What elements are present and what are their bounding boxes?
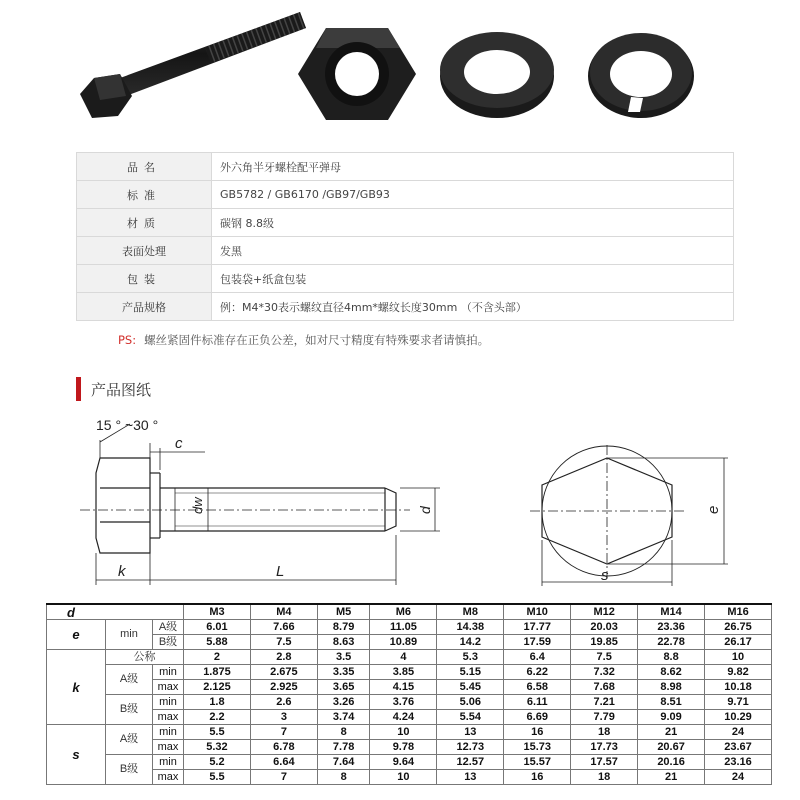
note-label: PS: (118, 333, 137, 347)
table-cell: 3.5 (317, 650, 370, 665)
table-cell: 10 (370, 770, 437, 785)
minmax-label: max (153, 680, 184, 695)
spec-label: 品名 (77, 153, 212, 181)
table-row (47, 680, 772, 695)
spec-row (77, 237, 734, 265)
table-cell: 8.62 (638, 665, 705, 680)
grade-label: A级 (106, 725, 153, 755)
table-cell: 24 (705, 725, 772, 740)
table-cell: 4 (370, 650, 437, 665)
table-cell: 6.11 (504, 695, 571, 710)
table-cell: 2.6 (250, 695, 317, 710)
size-header: M3 (184, 604, 251, 620)
table-cell: 5.32 (184, 740, 251, 755)
table-cell: 8.51 (638, 695, 705, 710)
spec-value: 外六角半牙螺栓配平弹母 (212, 153, 734, 181)
table-cell: 4.24 (370, 710, 437, 725)
table-cell: 20.67 (638, 740, 705, 755)
table-row (47, 755, 772, 770)
table-cell: 9.82 (705, 665, 772, 680)
section-header (76, 377, 151, 401)
table-cell: 10 (705, 650, 772, 665)
spec-value: 例：M4*30表示螺纹直径4mm*螺纹长度30mm （不含头部） (212, 293, 734, 321)
hex-centerlines (530, 445, 684, 577)
table-cell: 26.17 (705, 635, 772, 650)
product-photos (0, 0, 800, 145)
table-cell: 4.15 (370, 680, 437, 695)
table-cell: 5.5 (184, 725, 251, 740)
table-cell: 12.73 (437, 740, 504, 755)
bolt-image (80, 12, 306, 118)
size-header: M6 (370, 604, 437, 620)
table-cell: 3.35 (317, 665, 370, 680)
table-cell: 3.26 (317, 695, 370, 710)
row-sub-label: min (106, 620, 153, 650)
table-row (47, 665, 772, 680)
table-cell: 7.64 (317, 755, 370, 770)
table-cell: 5.88 (184, 635, 251, 650)
table-cell: 7 (250, 770, 317, 785)
spec-value: 碳钢 8.8级 (212, 209, 734, 237)
row-symbol-e: e (47, 620, 106, 650)
grade-label: B级 (106, 695, 153, 725)
table-cell: 2.2 (184, 710, 251, 725)
table-cell: 7 (250, 725, 317, 740)
minmax-label: min (153, 725, 184, 740)
table-cell: 6.01 (184, 620, 251, 635)
grade-label: A级 (106, 665, 153, 695)
table-cell: 2.125 (184, 680, 251, 695)
table-cell: 20.16 (638, 755, 705, 770)
table-cell: 10.29 (705, 710, 772, 725)
table-cell: 16 (504, 725, 571, 740)
size-header: M4 (250, 604, 317, 620)
dimension-lines (96, 424, 440, 585)
table-cell: 9.78 (370, 740, 437, 755)
table-cell: 8 (317, 725, 370, 740)
table-cell: 7.68 (571, 680, 638, 695)
table-cell: 23.16 (705, 755, 772, 770)
table-cell: 14.2 (437, 635, 504, 650)
table-cell: 14.38 (437, 620, 504, 635)
table-row (47, 725, 772, 740)
table-cell: 7.5 (250, 635, 317, 650)
table-cell: 8 (317, 770, 370, 785)
angle-label: 15 ° ~30 ° (96, 417, 159, 433)
spec-value: 发黑 (212, 237, 734, 265)
size-header: M16 (705, 604, 772, 620)
table-row (47, 770, 772, 785)
bolt-side-view (96, 458, 396, 553)
table-cell: 5.3 (437, 650, 504, 665)
table-cell: 3 (250, 710, 317, 725)
table-cell: 3.76 (370, 695, 437, 710)
table-cell: 2.675 (250, 665, 317, 680)
dim-e-label: e (705, 505, 722, 514)
table-cell: 8.8 (638, 650, 705, 665)
table-cell: 10.18 (705, 680, 772, 695)
table-cell: 1.875 (184, 665, 251, 680)
table-cell: 2 (184, 650, 251, 665)
minmax-label: min (153, 665, 184, 680)
spec-label: 产品规格 (77, 293, 212, 321)
table-cell: 6.58 (504, 680, 571, 695)
spec-table (76, 152, 734, 321)
table-cell: 3.65 (317, 680, 370, 695)
table-cell: 1.8 (184, 695, 251, 710)
size-header: M8 (437, 604, 504, 620)
spec-value: GB5782 / GB6170 /GB97/GB93 (212, 181, 734, 209)
dim-d-label: d (417, 506, 433, 514)
table-cell: 6.78 (250, 740, 317, 755)
tolerance-note (118, 332, 489, 348)
table-cell: 17.57 (571, 755, 638, 770)
table-cell: 22.78 (638, 635, 705, 650)
dim-s-label: s (601, 567, 609, 584)
minmax-label: min (153, 695, 184, 710)
table-cell: 16 (504, 770, 571, 785)
table-cell: 8.63 (317, 635, 370, 650)
table-cell: 7.5 (571, 650, 638, 665)
table-cell: 6.22 (504, 665, 571, 680)
flat-washer-image (440, 32, 554, 118)
table-cell: 5.06 (437, 695, 504, 710)
table-cell: 8.79 (317, 620, 370, 635)
table-cell: 12.57 (437, 755, 504, 770)
table-cell: 26.75 (705, 620, 772, 635)
table-cell: 6.69 (504, 710, 571, 725)
table-cell: 5.54 (437, 710, 504, 725)
table-cell: 7.78 (317, 740, 370, 755)
table-cell: 6.64 (250, 755, 317, 770)
table-row (47, 635, 772, 650)
table-row (47, 620, 772, 635)
table-cell: 13 (437, 725, 504, 740)
table-cell: 5.5 (184, 770, 251, 785)
size-header: M14 (638, 604, 705, 620)
spec-label: 包装 (77, 265, 212, 293)
table-cell: 8.98 (638, 680, 705, 695)
section-accent-bar (76, 377, 81, 401)
note-text: 螺丝紧固件标准存在正负公差，如对尺寸精度有特殊要求者请慎拍。 (144, 333, 490, 347)
table-row (47, 740, 772, 755)
spec-label: 表面处理 (77, 237, 212, 265)
table-cell: 10.89 (370, 635, 437, 650)
section-title: 产品图纸 (91, 380, 152, 399)
header-row (47, 604, 772, 620)
minmax-label: min (153, 755, 184, 770)
table-cell: 9.64 (370, 755, 437, 770)
row-symbol-k: k (47, 650, 106, 725)
table-cell: 13 (437, 770, 504, 785)
table-cell: 5.45 (437, 680, 504, 695)
dim-L-label: L (276, 563, 285, 580)
table-cell: 21 (638, 725, 705, 740)
spec-row (77, 293, 734, 321)
table-cell: 3.85 (370, 665, 437, 680)
grade-label: A级 (153, 620, 184, 635)
spring-washer-image (588, 33, 694, 118)
table-cell: 7.21 (571, 695, 638, 710)
header-symbol: d (47, 604, 184, 620)
table-cell: 17.59 (504, 635, 571, 650)
table-cell: 18 (571, 725, 638, 740)
spec-row (77, 265, 734, 293)
row-symbol-s: s (47, 725, 106, 785)
table-cell: 15.73 (504, 740, 571, 755)
nominal-label: 公称 (106, 650, 184, 665)
dim-k-label: k (118, 563, 126, 580)
table-cell: 19.85 (571, 635, 638, 650)
spec-value: 包装袋+纸盒包装 (212, 265, 734, 293)
table-cell: 23.36 (638, 620, 705, 635)
spec-row (77, 153, 734, 181)
spec-row (77, 209, 734, 237)
table-cell: 7.32 (571, 665, 638, 680)
table-row (47, 695, 772, 710)
hex-dimension-lines (542, 458, 728, 586)
dimensions-table (46, 603, 772, 785)
spec-row (77, 181, 734, 209)
table-cell: 21 (638, 770, 705, 785)
table-cell: 5.2 (184, 755, 251, 770)
table-cell: 9.71 (705, 695, 772, 710)
table-row (47, 710, 772, 725)
size-header: M10 (504, 604, 571, 620)
minmax-label: max (153, 710, 184, 725)
minmax-label: max (153, 770, 184, 785)
table-cell: 6.4 (504, 650, 571, 665)
table-cell: 3.74 (317, 710, 370, 725)
table-cell: 9.09 (638, 710, 705, 725)
table-cell: 15.57 (504, 755, 571, 770)
size-header: M5 (317, 604, 370, 620)
table-cell: 11.05 (370, 620, 437, 635)
table-cell: 7.79 (571, 710, 638, 725)
table-cell: 23.67 (705, 740, 772, 755)
table-cell: 10 (370, 725, 437, 740)
hex-nut-image (298, 28, 416, 120)
spec-label: 标准 (77, 181, 212, 209)
spec-label: 材质 (77, 209, 212, 237)
size-header: M12 (571, 604, 638, 620)
table-cell: 7.66 (250, 620, 317, 635)
table-cell: 5.15 (437, 665, 504, 680)
table-cell: 17.77 (504, 620, 571, 635)
table-cell: 18 (571, 770, 638, 785)
table-cell: 17.73 (571, 740, 638, 755)
dim-dw-label: dw (190, 497, 205, 514)
table-row (47, 650, 772, 665)
dim-c-label: c (175, 435, 183, 452)
technical-drawing (0, 405, 800, 600)
table-cell: 2.925 (250, 680, 317, 695)
minmax-label: max (153, 740, 184, 755)
table-cell: 2.8 (250, 650, 317, 665)
grade-label: B级 (106, 755, 153, 785)
grade-label: B级 (153, 635, 184, 650)
table-cell: 20.03 (571, 620, 638, 635)
table-cell: 24 (705, 770, 772, 785)
